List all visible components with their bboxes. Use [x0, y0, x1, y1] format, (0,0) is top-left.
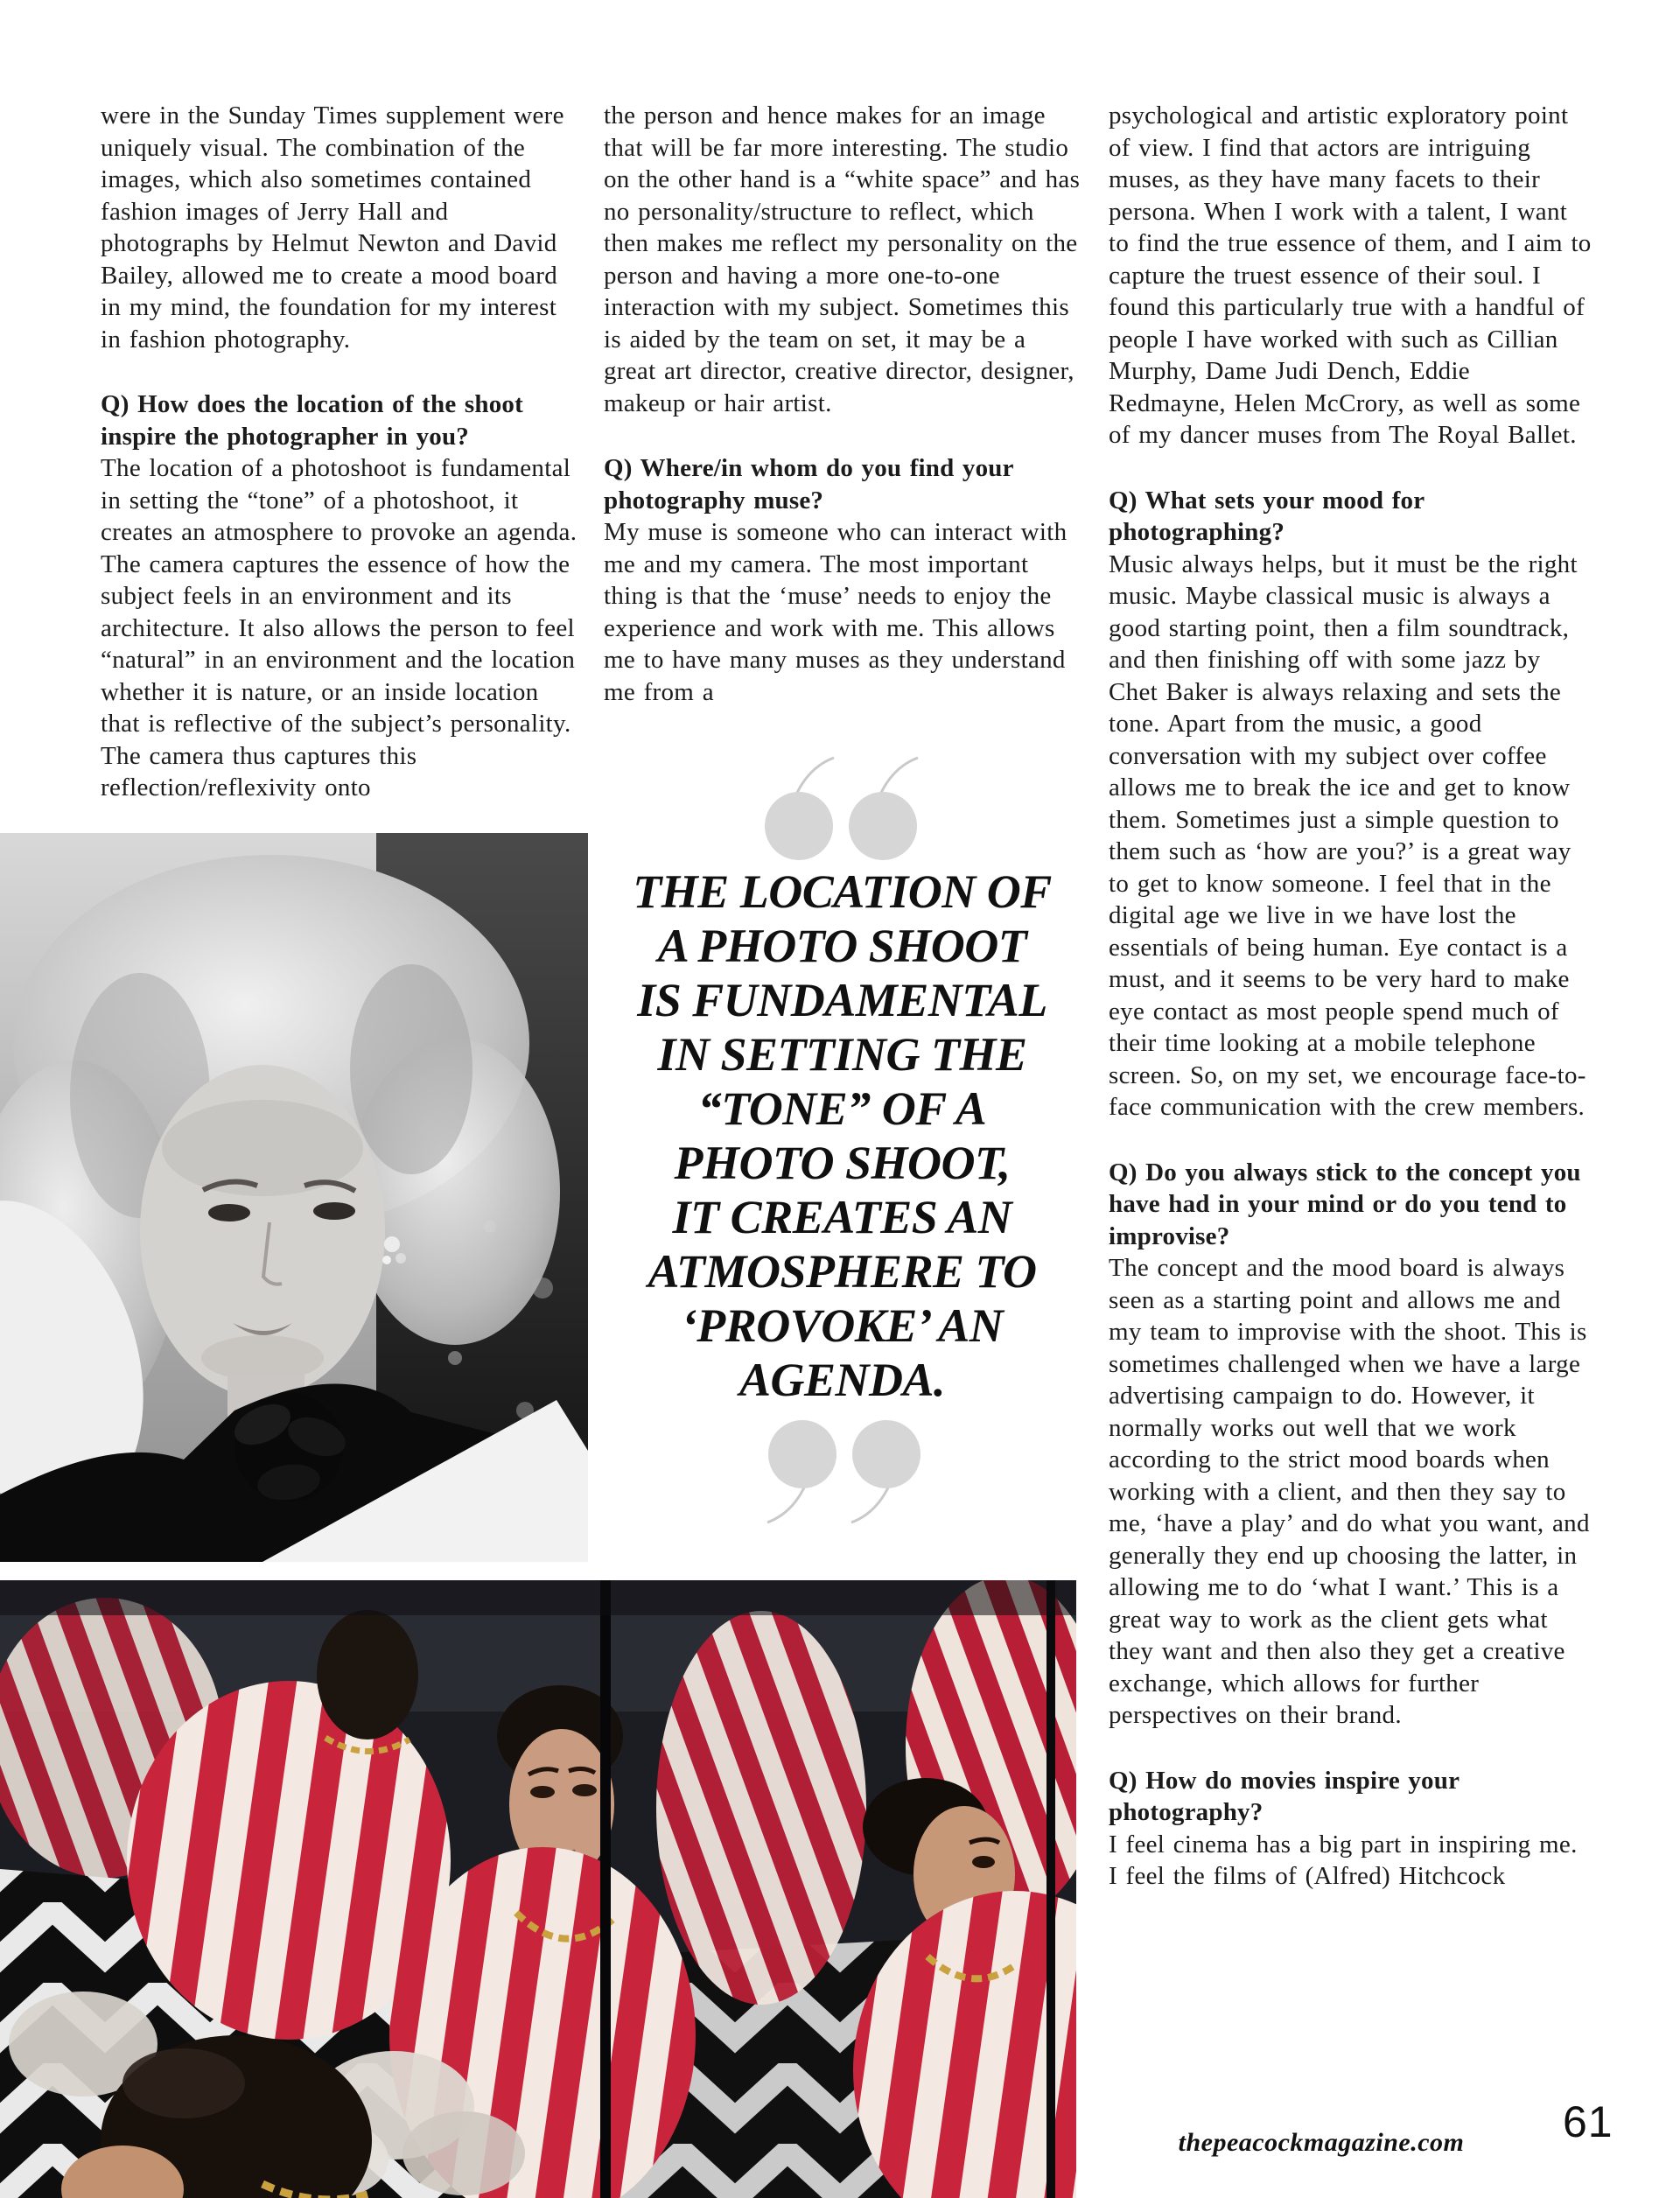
open-quote-icon [757, 754, 928, 861]
pull-quote-line: IT CREATES AN [672, 1191, 1012, 1243]
pull-quote-text [604, 864, 1081, 1407]
answer-text: Music always helps, but it must be the right music. Maybe classical music is always a good starting point, then a film soundtrack, and then finishing off with some jazz by Chet Baker is always relaxing and sets the tone. Apart from the music, a good conversation with my subject over coffee allows me to break the ice and get to know them. Sometimes just a simple question to them such as ‘how are you?’ is a great way to get to know someone. I feel that in the digital age we live in we have lost the essentials of being human. Eye contact is a must, and it seems to be very hard to make eye contact as most people spend much of their time looking at a mobile telephone screen. So, on my set, we encourage face-to-face communication with the crew members. [1109, 550, 1586, 1121]
footer-website: thepeacockmagazine.com [1178, 2128, 1465, 2157]
close-quote-icon [757, 1419, 928, 1526]
pull-quote-line: IN SETTING THE [657, 1028, 1027, 1081]
text-column-2 [604, 100, 1081, 708]
pull-quote-line: “TONE” OF A [697, 1082, 987, 1135]
question-heading: Q) What sets your mood for photographing? [1109, 486, 1424, 546]
page-number: 61 [1563, 2097, 1614, 2146]
question-heading: Q) Do you always stick to the concept you have had in your mind or do you tend to improvise? [1109, 1158, 1581, 1250]
text-column-1 [101, 100, 578, 804]
question-answer [1109, 1765, 1592, 1893]
pull-quote-line: IS FUNDAMENTAL [637, 974, 1047, 1026]
portrait-photo-art [0, 833, 588, 1562]
pull-quote-line: A PHOTO SHOOT [657, 920, 1027, 972]
pull-quote-line: ATMOSPHERE TO [648, 1245, 1037, 1298]
paragraph: psychological and artistic exploratory point of view. I find that actors are intriguing muses, as they have many facets to their persona. When I work with a talent, I want to find the true essence of them, and I aim to capture the truest essence of their soul. I found this particularly true with a handful of people I have worked with such as Cillian Murphy, Dame Judi Dench, Eddie Redmayne, Helen McCrory, as well as some of my dancer muses from The Royal Ballet. [1109, 102, 1592, 449]
pull-quote-line: PHOTO SHOOT, [674, 1137, 1011, 1189]
answer-text: The concept and the mood board is always seen as a starting point and allows me and my team to improvise with the shoot. This is sometimes challenged when we have a large advertising campaign to do. However, it normally works out well that we work according to the strict mood boards when working with a client, and then they say to me, ‘have a play’ and do what you want, and generally they end up choosing the latter, in allowing me to do ‘what I want.’ This is a great way to work as the client gets what they want and then also they get a creative exchange, which allows for further perspectives on their brand. [1109, 1254, 1590, 1729]
fashion-photo-art [0, 1580, 1076, 2198]
answer-text: I feel cinema has a big part in inspiring me. I feel the films of (Alfred) Hitchcock [1109, 1830, 1578, 1890]
question-answer [1109, 1157, 1592, 1732]
paragraph: were in the Sunday Times supplement were uniquely visual. The combination of the images, which also sometimes contained fashion images of Jerry Hall and photographs by Helmut Newton and David Bailey, allowed me to create a mood board in my mind, the foundation for my interest in fashion photography. [101, 102, 564, 354]
portrait-photo [0, 833, 588, 1562]
question-answer [101, 388, 578, 804]
fashion-photo [0, 1580, 1076, 2198]
text-column-3 [1109, 100, 1592, 1893]
pull-quote-line: AGENDA. [738, 1354, 946, 1406]
question-heading: Q) Where/in whom do you find your photography muse? [604, 454, 1014, 514]
question-answer [1109, 485, 1592, 1124]
pull-quote [604, 754, 1081, 1526]
question-heading: Q) How does the location of the shoot inspire the photographer in you? [101, 390, 523, 451]
answer-text: My muse is someone who can interact with me and my camera. The most important thing is that the ‘muse’ needs to enjoy the experience and work with me. This allows me to have many muses as they understand me from a [604, 518, 1068, 706]
question-heading: Q) How do movies inspire your photography? [1109, 1766, 1460, 1826]
paragraph: the person and hence makes for an image that will be far more interesting. The studio on the other hand is a “white space” and has no personality/structure to reflect, which then makes me reflect my personality on the person and having a more one-to-one interaction with my subject. Sometimes this is aided by the team on set, it may be a great art director, creative director, designer, makeup or hair artist. [604, 102, 1081, 417]
pull-quote-line: ‘PROVOKE’ AN [681, 1299, 1004, 1352]
pull-quote-line: THE LOCATION OF [633, 865, 1052, 918]
answer-text: The location of a photoshoot is fundamental in setting the “tone” of a photoshoot, it creates an atmosphere to provoke an agenda. The camera captures the essence of how the subject feels in an environment and its architecture. It also allows the person to feel “natural” in an environment and the location whether it is nature, or an inside location that is reflective of the subject’s personality. The camera thus captures this reflection/reflexivity onto [101, 454, 578, 802]
question-answer [604, 452, 1081, 708]
